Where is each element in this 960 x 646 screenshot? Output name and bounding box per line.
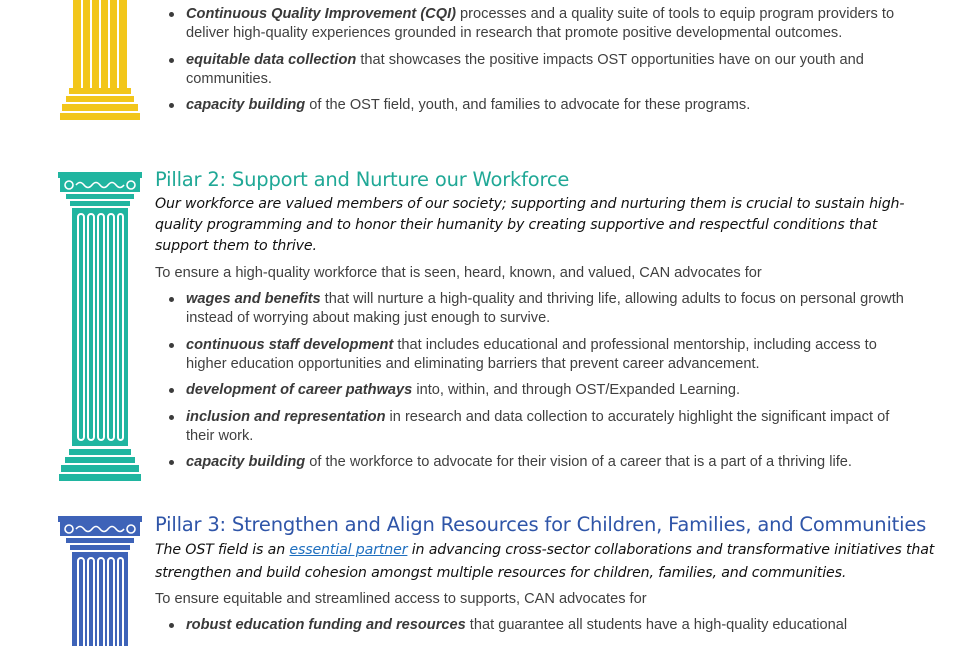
pillar-2-bullets <box>155 290 915 472</box>
list-item: capacity building of the workforce to advocate for their vision of a career that is a part of a thriving life. <box>155 453 915 472</box>
list-item: wages and benefits that will nurture a high-quality and thriving life, allowing adults to focus on personal growth instead of worrying about making just enough to survive. <box>155 290 915 328</box>
essential-partner-link[interactable]: essential partner <box>289 542 408 558</box>
pillar-3-title: Pillar 3: Strengthen and Align Resources for Children, Families, and Communities <box>155 513 927 536</box>
yellow-pillar-icon <box>58 0 142 122</box>
pillar-2-intro: To ensure a high-quality workforce that is seen, heard, known, and valued, CAN advocates for <box>155 265 762 281</box>
teal-pillar-icon <box>58 172 142 484</box>
list-item: continuous staff development that includes educational and professional mentorship, including access to higher education opportunities and eliminating barriers that prevent career advancement. <box>155 336 915 374</box>
blue-pillar-icon <box>58 516 142 646</box>
pillar-3-section <box>155 512 945 643</box>
pillar-3-intro: To ensure equitable and streamlined access to supports, CAN advocates for <box>155 591 647 607</box>
list-item: development of career pathways into, within, and through OST/Expanded Learning. <box>155 381 915 400</box>
pillar-1-section <box>155 5 915 123</box>
pillar-2-lead: Our workforce are valued members of our society; supporting and nurturing them is crucial to sustain high-quality programming and to honor their humanity by creating supportive and respectful conditions that support them to thrive. <box>155 196 905 254</box>
list-item: equitable data collection that showcases the positive impacts OST opportunities have on our youth and communities. <box>155 51 915 89</box>
list-item: capacity building of the OST field, youth, and families to advocate for these programs. <box>155 96 915 115</box>
pillar-2-section <box>155 167 915 480</box>
pillar-3-lead: The OST field is an essential partner in advancing cross-sector collaborations and transformative initiatives that strengthen and build cohesion amongst multiple resources for children, families, and communities. <box>155 542 935 581</box>
list-item: robust education funding and resources that guarantee all students have a high-quality educational <box>155 616 945 635</box>
pillar-2-title: Pillar 2: Support and Nurture our Workforce <box>155 168 570 191</box>
pillar-3-bullets <box>155 616 945 635</box>
list-item: Continuous Quality Improvement (CQI) processes and a quality suite of tools to equip program providers to deliver high-quality experiences grounded in research that promote positive developmental outcomes. <box>155 5 915 43</box>
list-item: inclusion and representation in research and data collection to accurately highlight the significant impact of their work. <box>155 408 915 446</box>
pillar-1-bullets <box>155 5 915 115</box>
